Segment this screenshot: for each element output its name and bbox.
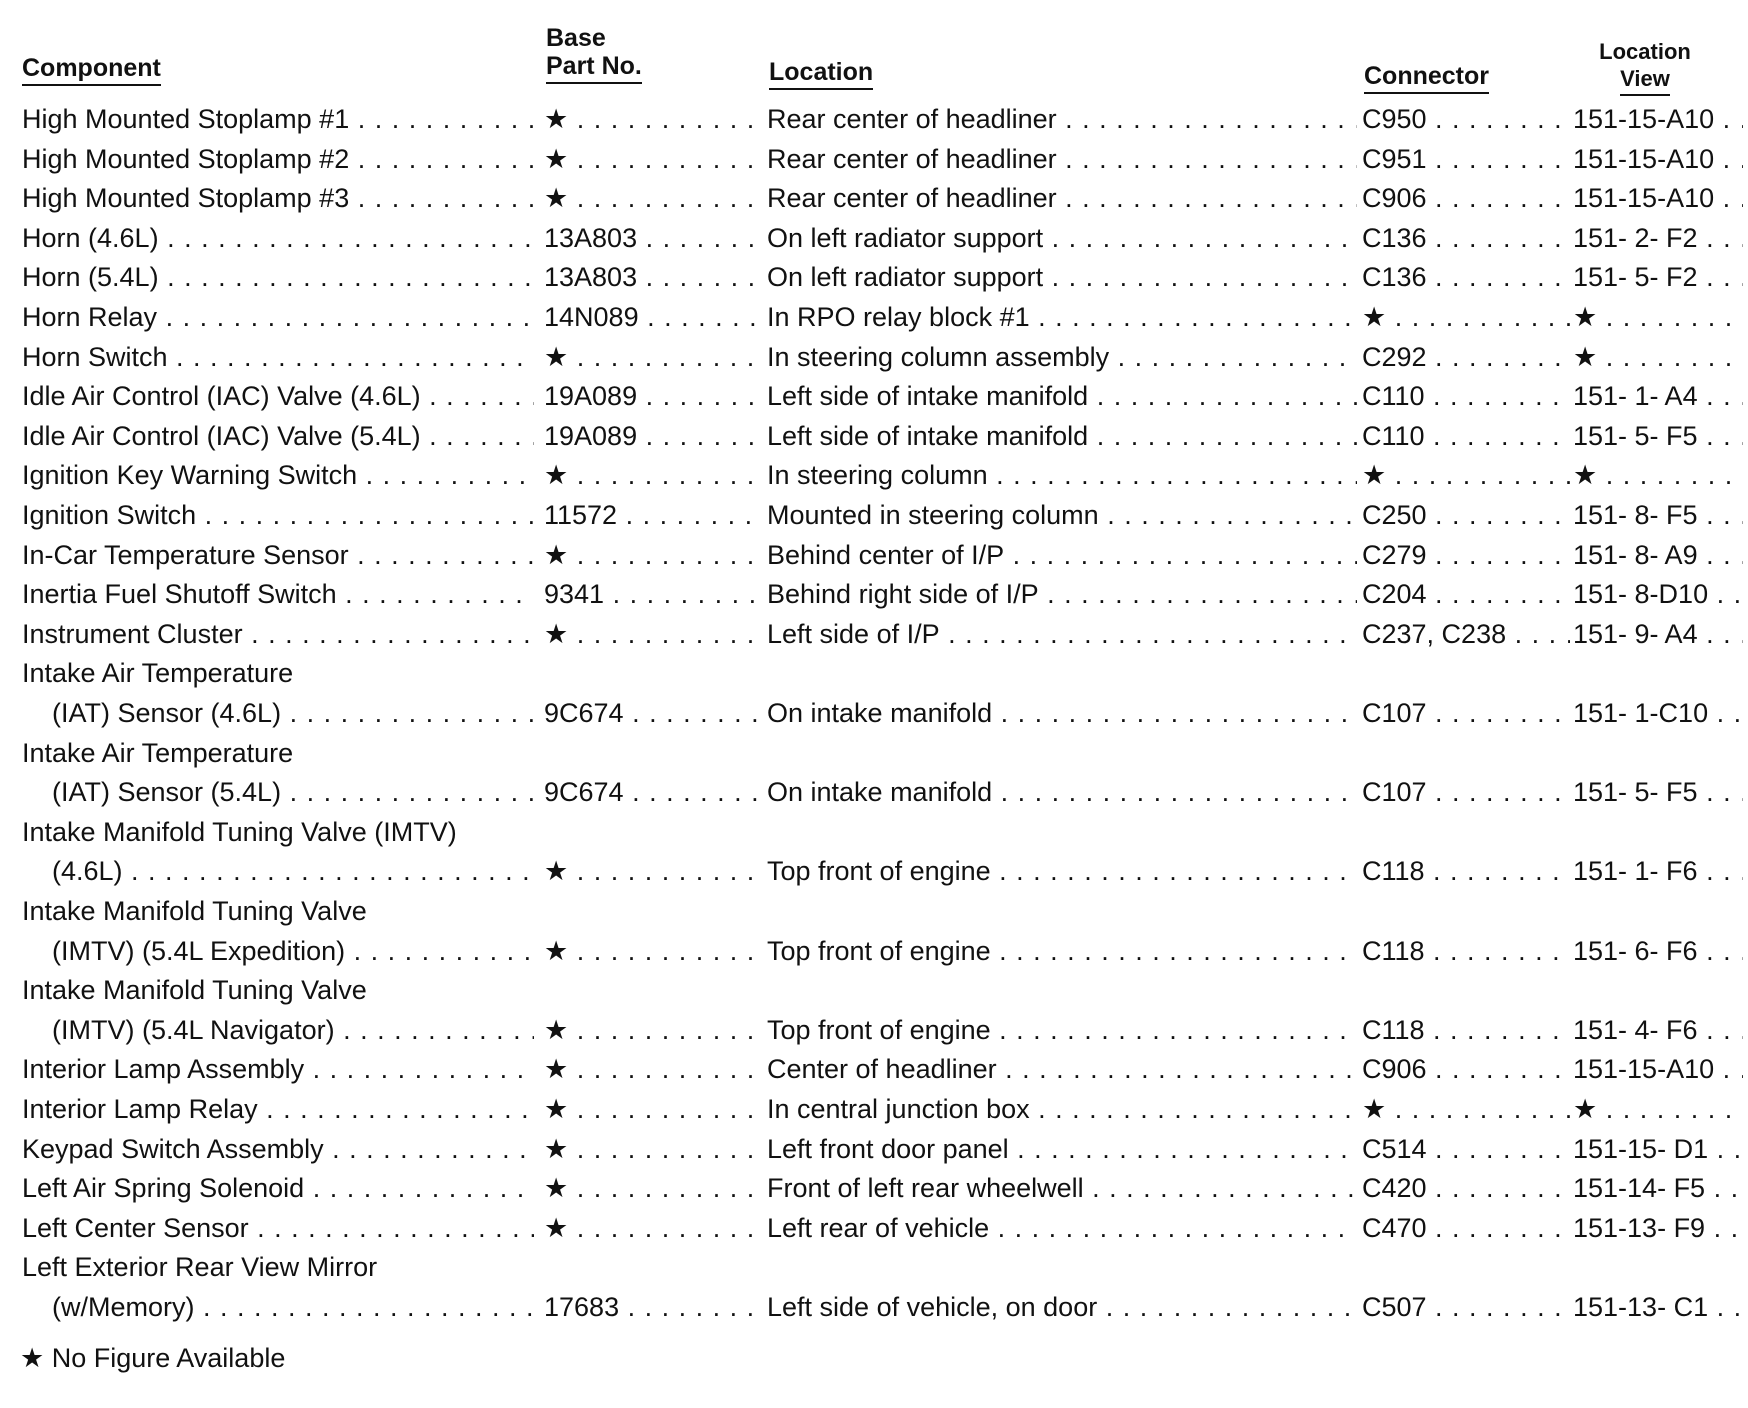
header-base-line2: Part No. [546,52,642,84]
location: In central junction box . . . [767,1089,1357,1129]
location-view: ★ . . . [1573,337,1743,377]
component-name: Left Exterior Rear View Mirror [22,1252,378,1283]
base-part-number: ★ . . . [544,1168,760,1208]
table-row-label [0,1247,1748,1287]
location-view: 151-15-A10 . . . [1573,178,1743,218]
location: Behind right side of I/P . . . [767,574,1357,614]
base-part-number: ★ . . . [544,99,760,139]
base-part-number: ★ . . . [544,851,760,891]
location: Front of left rear wheelwell . . . [767,1168,1357,1208]
connector: C110 . . . [1362,416,1570,456]
component-name: Horn (5.4L) . . . [22,257,534,297]
table-row [0,614,1748,654]
component-name: Interior Lamp Relay . . . [22,1089,534,1129]
table-row [0,218,1748,258]
base-part-number: 14N089 . . . [544,297,760,337]
base-part-number: ★ . . . [544,178,760,218]
location-view: ★ . . . [1573,455,1743,495]
component-name: Horn Switch . . . [22,337,534,377]
location-view: 151- 5- F2 . . . [1573,257,1743,297]
component-name: Instrument Cluster . . . [22,614,534,654]
base-part-number: 13A803 . . . [544,257,760,297]
base-part-number: ★ . . . [544,1049,760,1089]
component-name: Keypad Switch Assembly . . . [22,1129,534,1169]
location-view: 151- 8- F5 . . . [1573,495,1743,535]
location-view: 151- 5- F5 . . . [1573,416,1743,456]
location-view: ★ . . . [1573,297,1743,337]
connector: ★ . . . [1362,455,1570,495]
location: Left side of intake manifold . . . [767,376,1357,416]
table-row [0,337,1748,377]
table-row [0,139,1748,179]
component-name: Intake Manifold Tuning Valve (IMTV) [22,816,457,847]
connector: C906 . . . [1362,178,1570,218]
connector: C118 . . . [1362,931,1570,971]
component-name: Inertia Fuel Shutoff Switch . . . [22,574,534,614]
table-row [0,1208,1748,1248]
location-view: 151- 9- A4 . . . [1573,614,1743,654]
component-name-continued: (IMTV) (5.4L Expedition) . . . [52,931,534,971]
component-name-continued: (IMTV) (5.4L Navigator) . . . [52,1010,534,1050]
component-name: Left Air Spring Solenoid . . . [22,1168,534,1208]
location-view: 151- 5- F5 . . . [1573,772,1743,812]
table-row [0,931,1748,971]
connector: C420 . . . [1362,1168,1570,1208]
location: Top front of engine . . . [767,1010,1357,1050]
header-location-label: Location [769,58,873,90]
base-part-number: ★ . . . [544,931,760,971]
connector: C237, C238 . . . [1362,614,1570,654]
location: Left side of I/P . . . [767,614,1357,654]
footnote: ★ No Figure Available [20,1343,286,1373]
table-row [0,1010,1748,1050]
location: On intake manifold . . . [767,693,1357,733]
base-part-number: 11572 . . . [544,495,760,535]
component-name: High Mounted Stoplamp #3 . . . [22,178,534,218]
connector: C470 . . . [1362,1208,1570,1248]
connector: C110 . . . [1362,376,1570,416]
connector: C951 . . . [1362,139,1570,179]
location: Left rear of vehicle . . . [767,1208,1357,1248]
base-part-number: 9C674 . . . [544,772,760,812]
header-component-label: Component [22,54,161,86]
connector: C514 . . . [1362,1129,1570,1169]
connector: C107 . . . [1362,693,1570,733]
base-part-number: ★ . . . [544,139,760,179]
location-view: 151- 8- A9 . . . [1573,535,1743,575]
table-row [0,99,1748,139]
location: Left side of intake manifold . . . [767,416,1357,456]
location-view: 151- 1- F6 . . . [1573,851,1743,891]
table-row-label [0,970,1748,1010]
connector: ★ . . . [1362,1089,1570,1129]
location: Rear center of headliner . . . [767,139,1357,179]
base-part-number: ★ . . . [544,1010,760,1050]
base-part-number: ★ . . . [544,614,760,654]
component-name-continued: (4.6L) . . . [52,851,534,891]
connector: C204 . . . [1362,574,1570,614]
location: Left front door panel . . . [767,1129,1357,1169]
base-part-number: 13A803 . . . [544,218,760,258]
component-name: Intake Air Temperature [22,658,294,689]
component-name: Horn (4.6L) . . . [22,218,534,258]
table-row [0,178,1748,218]
location-view: 151-15-A10 . . . [1573,139,1743,179]
location: In steering column assembly . . . [767,337,1357,377]
component-name-continued: (IAT) Sensor (5.4L) . . . [52,772,534,812]
component-name: Intake Manifold Tuning Valve [22,975,367,1006]
location-view: 151- 1- A4 . . . [1573,376,1743,416]
location-view: 151- 4- F6 . . . [1573,1010,1743,1050]
location: Top front of engine . . . [767,931,1357,971]
component-name: Idle Air Control (IAC) Valve (5.4L) . . . [22,416,534,456]
base-part-number: ★ . . . [544,1208,760,1248]
location: Rear center of headliner . . . [767,99,1357,139]
location: Behind center of I/P . . . [767,535,1357,575]
location: Mounted in steering column . . . [767,495,1357,535]
location-view: 151-13- C1 . . . [1573,1287,1743,1327]
component-name: Intake Manifold Tuning Valve [22,896,367,926]
base-part-number: ★ . . . [544,337,760,377]
connector: C107 . . . [1362,772,1570,812]
table-row-label [0,733,1748,773]
location: Top front of engine . . . [767,851,1357,891]
location: On left radiator support . . . [767,257,1357,297]
connector: C250 . . . [1362,495,1570,535]
connector: C906 . . . [1362,1049,1570,1089]
base-part-number: 17683 . . . [544,1287,760,1327]
base-part-number: ★ . . . [544,1089,760,1129]
location-view: 151- 1-C10 . . . [1573,693,1743,733]
base-part-number: 9C674 . . . [544,693,760,733]
table-row [0,535,1748,575]
base-part-number: ★ . . . [544,535,760,575]
component-name-continued: (IAT) Sensor (4.6L) . . . [52,693,534,733]
table-row [0,1287,1748,1327]
header-connector-label: Connector [1364,62,1489,94]
base-part-number: 19A089 . . . [544,416,760,456]
component-name: High Mounted Stoplamp #1 . . . [22,99,534,139]
table-row [0,416,1748,456]
location-view: 151-14- F5 . . . [1573,1168,1743,1208]
component-name: Intake Air Temperature [22,737,294,768]
connector: C136 . . . [1362,218,1570,258]
table-row [0,693,1748,733]
header-view-line2: View [1620,65,1670,96]
connector: C279 . . . [1362,535,1570,575]
connector: C507 . . . [1362,1287,1570,1327]
location-view: 151- 6- F6 . . . [1573,931,1743,971]
table-row [0,376,1748,416]
location: Rear center of headliner . . . [767,178,1357,218]
component-name: Ignition Switch . . . [22,495,534,535]
table-row [0,455,1748,495]
component-name: Interior Lamp Assembly . . . [22,1049,534,1089]
header-view-line1: Location [1599,39,1691,64]
location-view: ★ . . . [1573,1089,1743,1129]
location: Left side of vehicle, on door . . . [767,1287,1357,1327]
table-row [0,772,1748,812]
location-view: 151-13- F9 . . . [1573,1208,1743,1248]
base-part-number: 9341 . . . [544,574,760,614]
table-row [0,257,1748,297]
table-row [0,1168,1748,1208]
table-row [0,495,1748,535]
location: On intake manifold . . . [767,772,1357,812]
table-row [0,1089,1748,1129]
table-row-label [0,653,1748,693]
table-row [0,1129,1748,1169]
location: Center of headliner . . . [767,1049,1357,1089]
table-row [0,574,1748,614]
connector: C950 . . . [1362,99,1570,139]
component-name: High Mounted Stoplamp #2 . . . [22,139,534,179]
location-view: 151- 2- F2 . . . [1573,218,1743,258]
table-row-label [0,891,1748,931]
location: On left radiator support . . . [767,218,1357,258]
base-part-number: 19A089 . . . [544,376,760,416]
component-name-continued: (w/Memory) . . . [52,1287,534,1327]
component-name: Left Center Sensor . . . [22,1208,534,1248]
location-view: 151-15- D1 . . . [1573,1129,1743,1169]
connector: C118 . . . [1362,851,1570,891]
component-name: Ignition Key Warning Switch . . . [22,455,534,495]
table-row-label [0,812,1748,852]
header-base-line1: Base [546,24,606,52]
connector: C292 . . . [1362,337,1570,377]
base-part-number: ★ . . . [544,455,760,495]
component-name: Horn Relay . . . [22,297,534,337]
component-name: Idle Air Control (IAC) Valve (4.6L) . . . [22,376,534,416]
location-view: 151- 8-D10 . . . [1573,574,1743,614]
connector: ★ . . . [1362,297,1570,337]
location: In RPO relay block #1 . . . [767,297,1357,337]
location-view: 151-15-A10 . . . [1573,1049,1743,1089]
component-name: In-Car Temperature Sensor . . . [22,535,534,575]
table-row [0,297,1748,337]
location-view: 151-15-A10 . . . [1573,99,1743,139]
connector: C136 . . . [1362,257,1570,297]
connector: C118 . . . [1362,1010,1570,1050]
table-row [0,851,1748,891]
location: In steering column . . . [767,455,1357,495]
base-part-number: ★ . . . [544,1129,760,1169]
table-row [0,1049,1748,1089]
